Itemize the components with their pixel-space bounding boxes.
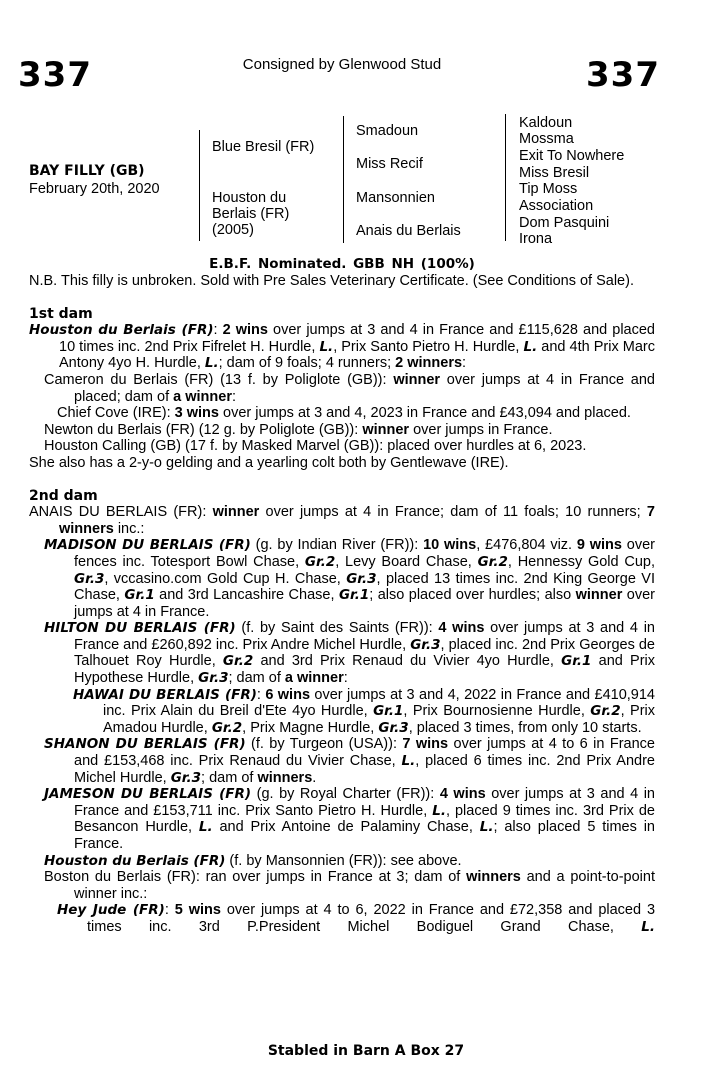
second-dam-entry: ANAIS DU BERLAIS (FR): winner over jumps at 4 in France; dam of 11 foals; 10 runners; 7 winners inc.: (29, 504, 655, 537)
first-dam-heading: 1st dam (29, 305, 93, 322)
produce-cameron: Cameron du Berlais (FR) (13 f. by Poliglote (GB)): winner over jumps at 4 in France and placed; dam of a winner: (44, 371, 655, 405)
second-dam-heading: 2nd dam (29, 487, 98, 504)
pedigree-divider-3 (505, 114, 506, 241)
lot-number-left: 337 (18, 55, 92, 95)
pedigree-g3-7: Dom Pasquini (519, 215, 610, 231)
first-dam-entry: Houston du Berlais (FR): 2 wins over jumps at 3 and 4 in France and £115,628 and placed 10 times inc. 2nd Prix Fifrelet H. Hurdle, L., Prix Santo Pietro H. Hurdle, L. and 4th Prix Marc Antony 4yo H. Hurdle, L.; dam of 9 foals; 4 runners; 2 winners: (29, 322, 655, 372)
horse-sex-title: BAY FILLY (GB) (29, 163, 145, 179)
produce-hey-jude: Hey Jude (FR): 5 wins over jumps at 4 to 6, 2022 in France and £72,358 and placed 3 times inc. 3rd P.President Michel Bodiguel Grand Chase, L. (57, 902, 656, 935)
pedigree-g3-3: Exit To Nowhere (519, 148, 625, 164)
pedigree-divider-2 (343, 116, 344, 243)
ebf-note: E.B.F. Nominated. GBB NH (100%) (209, 256, 475, 272)
pedigree-sire-sire: Smadoun (356, 123, 419, 139)
pedigree-g3-8: Irona (519, 231, 553, 247)
catalogue-body (29, 273, 655, 936)
pedigree-sire: Blue Bresil (FR) (212, 139, 315, 155)
produce-madison: MADISON DU BERLAIS (FR) (g. by Indian River (FR)): 10 wins, £476,804 viz. 9 wins over fences inc. Totesport Bowl Chase, Gr.2, Levy Board Chase, Gr.2, Hennessy Gold Cup, Gr.3, vccasino.com Gold Cup H. Chase, Gr.3, placed 13 times inc. 2nd King George VI Chase, Gr.1 and 3rd Lancashire Chase, Gr.1; also placed over hurdles; also winner over jumps at 4 in France. (44, 537, 655, 620)
produce-chief-cove: Chief Cove (IRE): 3 wins over jumps at 3 and 4, 2023 in France and £43,094 and placed. (57, 405, 631, 422)
pedigree-g3-2: Mossma (519, 131, 574, 147)
nb-note: N.B. This filly is unbroken. Sold with Pre Sales Veterinary Certificate. (See Conditions of Sale). (29, 273, 634, 289)
pedigree-g3-1: Kaldoun (519, 115, 573, 131)
pedigree-dam: Houston du Berlais (FR) (2005) (212, 190, 290, 238)
produce-boston: Boston du Berlais (FR): ran over jumps in France at 3; dam of winners and a point-to-point winner inc.: (44, 869, 655, 902)
produce-shanon: SHANON DU BERLAIS (FR) (f. by Turgeon (USA)): 7 wins over jumps at 4 to 6 in France and £153,468 inc. Prix Renaud du Vivier Chase, L., placed 6 times inc. 2nd Prix Andre Michel Hurdle, Gr.3; dam of winners. (44, 736, 655, 786)
pedigree-dam-sire: Mansonnien (356, 190, 435, 206)
stabled-location: Stabled in Barn A Box 27 (267, 1043, 465, 1059)
produce-hilton: HILTON DU BERLAIS (FR) (f. by Saint des Saints (FR)): 4 wins over jumps at 3 and 4 in France and £260,892 inc. Prix Andre Michel Hurdle, Gr.3, placed inc. 2nd Prix Georges de Talhouet Roy Hurdle, Gr.2 and 3rd Prix Renaud du Vivier 4yo Hurdle, Gr.1 and Prix Hypothese Hurdle, Gr.3; dam of a winner: (44, 620, 655, 687)
pedigree-dam-dam: Anais du Berlais (356, 223, 461, 239)
produce-houston-calling: Houston Calling (GB) (17 f. by Masked Marvel (GB)): placed over hurdles at 6, 2023. (44, 438, 587, 455)
produce-jameson: JAMESON DU BERLAIS (FR) (g. by Royal Charter (FR)): 4 wins over jumps at 3 and 4 in France and £153,711 inc. Prix Santo Pietro H. Hurdle, L., placed 9 times inc. 3rd Prix de Besancon Hurdle, L. and Prix Antoine de Palaminy Chase, L.; also placed 5 times in France. (44, 786, 655, 852)
produce-hawai: HAWAI DU BERLAIS (FR): 6 wins over jumps at 3 and 4, 2022 in France and £410,914 inc. Prix Alain du Breil d'Ete 4yo Hurdle, Gr.1, Prix Bournosienne Hurdle, Gr.2, Prix Amadou Hurdle, Gr.2, Prix Magne Hurdle, Gr.3, placed 3 times, from only 10 starts. (73, 686, 655, 736)
first-dam-also: She also has a 2-y-o gelding and a yearling colt both by Gentlewave (IRE). (29, 454, 509, 471)
pedigree-sire-dam: Miss Recif (356, 156, 423, 172)
horse-dob: February 20th, 2020 (29, 181, 160, 197)
produce-newton: Newton du Berlais (FR) (12 g. by Poliglote (GB)): winner over jumps in France. (44, 421, 553, 438)
pedigree-g3-4: Miss Bresil (519, 165, 590, 181)
consignor: Consigned by Glenwood Stud (242, 56, 442, 73)
pedigree-g3-5: Tip Moss (519, 181, 578, 197)
pedigree-divider-1 (199, 130, 200, 241)
pedigree-g3-6: Association (519, 198, 594, 214)
produce-houston: Houston du Berlais (FR) (f. by Mansonnien (FR)): see above. (44, 852, 462, 869)
lot-number-right: 337 (586, 55, 660, 95)
